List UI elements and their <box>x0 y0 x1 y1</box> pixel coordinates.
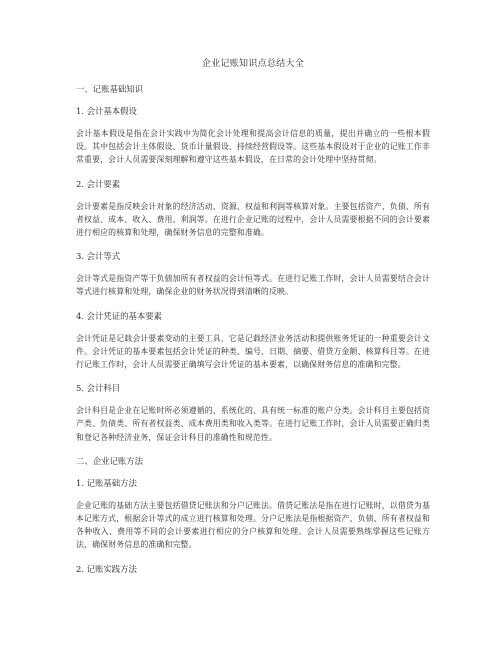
paragraph-voucher-elements: 会计凭证是记载会计要素变动的主要工具，它是记载经济业务活动和提供账务凭证的一种重要会计文件。会计凭证的基本要素包括会计凭证的种类、编号、日期、摘要、借贷方金额、核算科目等。在进行记账工作时，会计人员需要正确填写会计凭证的基本要素，以确保财务信息的准确和完整。 <box>76 333 430 370</box>
document-title: 企业记账知识点总结大全 <box>201 59 305 69</box>
item-heading-voucher-elements: 4. 会计凭证的基本要素 <box>76 310 163 321</box>
item-heading-basic-methods: 1. 记账基础方法 <box>76 477 137 488</box>
paragraph-accounting-assumptions: 会计基本假设是指在会计实践中为简化会计处理和提高会计信息的质量，提出并确立的一些根本假设。其中包括会计主体假设、货币计量假设、持续经营假设等。这些基本假设对于企业的记账工作非常重要，会计人员需要深刻理解和遵守这些基本假设，在日常的会计处理中坚持贯彻。 <box>76 129 430 165</box>
item-heading-accounting-elements: 2. 会计要素 <box>76 178 121 189</box>
paragraph-accounting-equation: 会计等式是指资产等于负债加所有者权益的会计恒等式。在进行记账工作时，会计人员需要结合会计等式进行核算和处理，确保企业的财务状况得到清晰的反映。 <box>76 274 430 297</box>
section-heading-methods: 二、企业记账方法 <box>76 455 143 466</box>
item-heading-practice-methods: 2. 记账实践方法 <box>76 563 137 574</box>
paragraph-accounting-subjects: 会计科目是企业在记账时所必须遵循的、系统化的、具有统一标准的账户分类。会计科目主要包括资产类、负债类、所有者权益类、成本费用类和收入类等。在进行记账工作时，会计人员需要正确归类和登记各种经济业务，保证会计科目的准确性和规范性。 <box>76 406 430 442</box>
section-heading-basics: 一、记账基础知识 <box>76 84 143 94</box>
paragraph-basic-methods: 企业记账的基础方法主要包括借贷记账法和分户记账法。借贷记账法是指在进行记账时，以借贷为基本记账方式，根据会计等式的成立进行核算和处理。分户记账法是指根据资产、负债、所有者权益和各种收入、费用等不同的会计要素进行相应的分户核算和处理。会计人员需要熟练掌握这些记账方法，确保财务信息的准确和完整。 <box>76 500 430 550</box>
paragraph-accounting-elements: 会计要素是指反映会计对象的经济活动、资源、权益和利润等核算对象。主要包括资产、负债、所有者权益、成本、收入、费用、利润等。在进行企业记账的过程中，会计人员需要根据不同的会计要素进行相应的核算和处理，确保财务信息的完整和准确。 <box>76 201 430 238</box>
item-heading-accounting-subjects: 5. 会计科目 <box>76 383 121 394</box>
item-heading-accounting-assumptions: 1. 会计基本假设 <box>76 106 137 116</box>
item-heading-accounting-equation: 3. 会计等式 <box>76 251 121 262</box>
